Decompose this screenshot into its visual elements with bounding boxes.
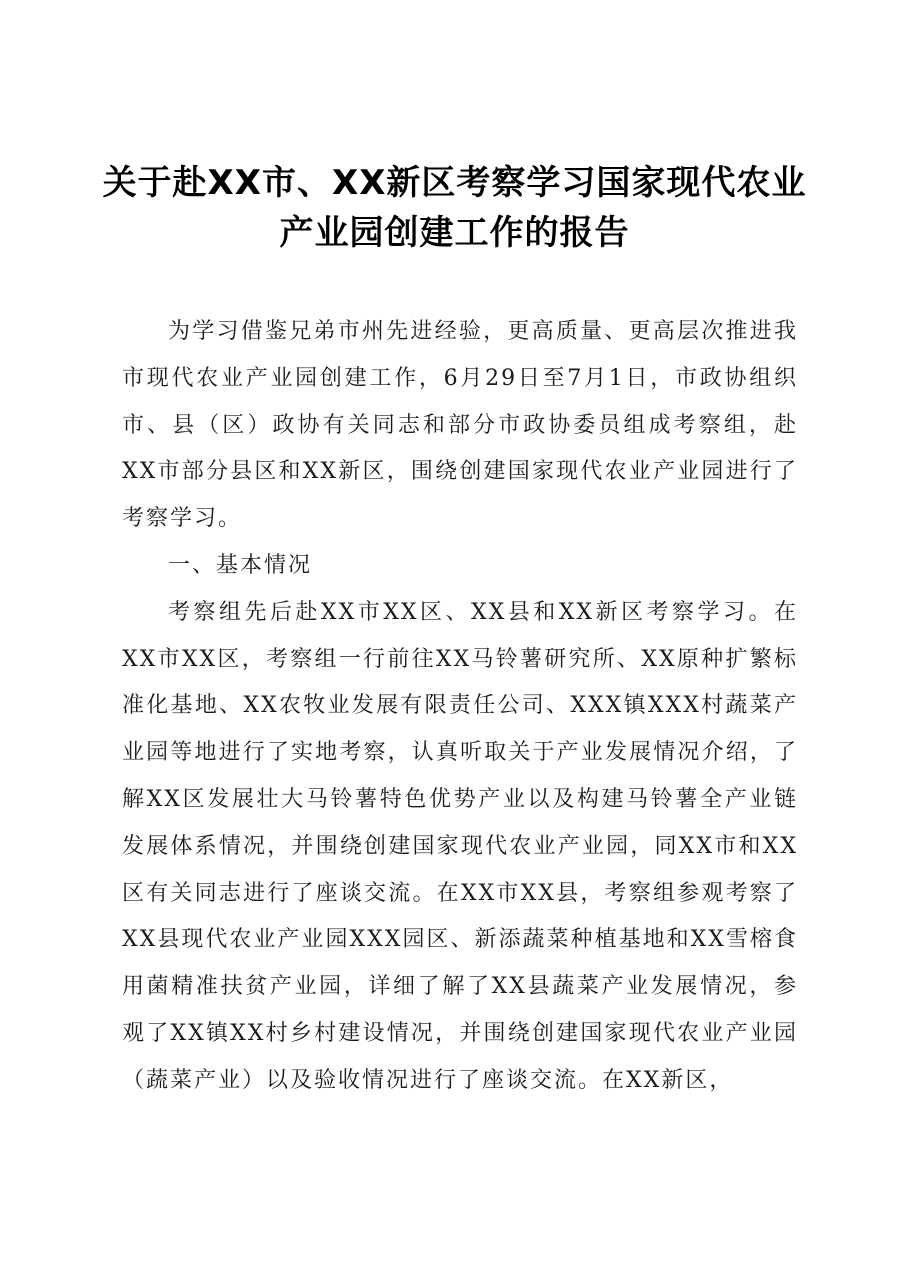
section-heading-basic-situation: 一、基本情况 xyxy=(168,552,313,578)
document-title xyxy=(100,158,809,258)
title-line-1: 关于赴XX市、XX新区考察学习国家现代农业 xyxy=(102,163,807,203)
intro-paragraph: 为学习借鉴兄弟市州先进经验，更高质量、更高层次推进我市现代农业产业园创建工作，6月29日至7月1日，市政协组织市、县（区）政协有关同志和部分市政协委员组成考察组，赴XX市部分县区和XX新区，围绕创建国家现代农业产业园进行了考察学习。 xyxy=(122,319,798,532)
document-body xyxy=(122,309,798,1105)
title-line-2: 产业园创建工作的报告 xyxy=(279,213,630,253)
basic-situation-paragraph: 考察组先后赴XX市XX区、XX县和XX新区考察学习。在XX市XX区，考察组一行前往XX马铃薯研究所、XX原种扩繁标准化基地、XX农牧业发展有限责任公司、XXX镇XXX村蔬菜产业园等地进行了实地考察，认真听取关于产业发展情况介绍，了解XX区发展壮大马铃薯特色优势产业以及构建马铃薯全产业链发展体系情况，并围绕创建国家现代农业产业园，同XX市和XX区有关同志进行了座谈交流。在XX市XX县，考察组参观考察了XX县现代农业产业园XXX园区、新添蔬菜种植基地和XX雪榕食用菌精准扶贫产业园，详细了解了XX县蔬菜产业发展情况，参观了XX镇XX村乡村建设情况，并围绕创建国家现代农业产业园（蔬菜产业）以及验收情况进行了座谈交流。在XX新区， xyxy=(122,599,798,1093)
